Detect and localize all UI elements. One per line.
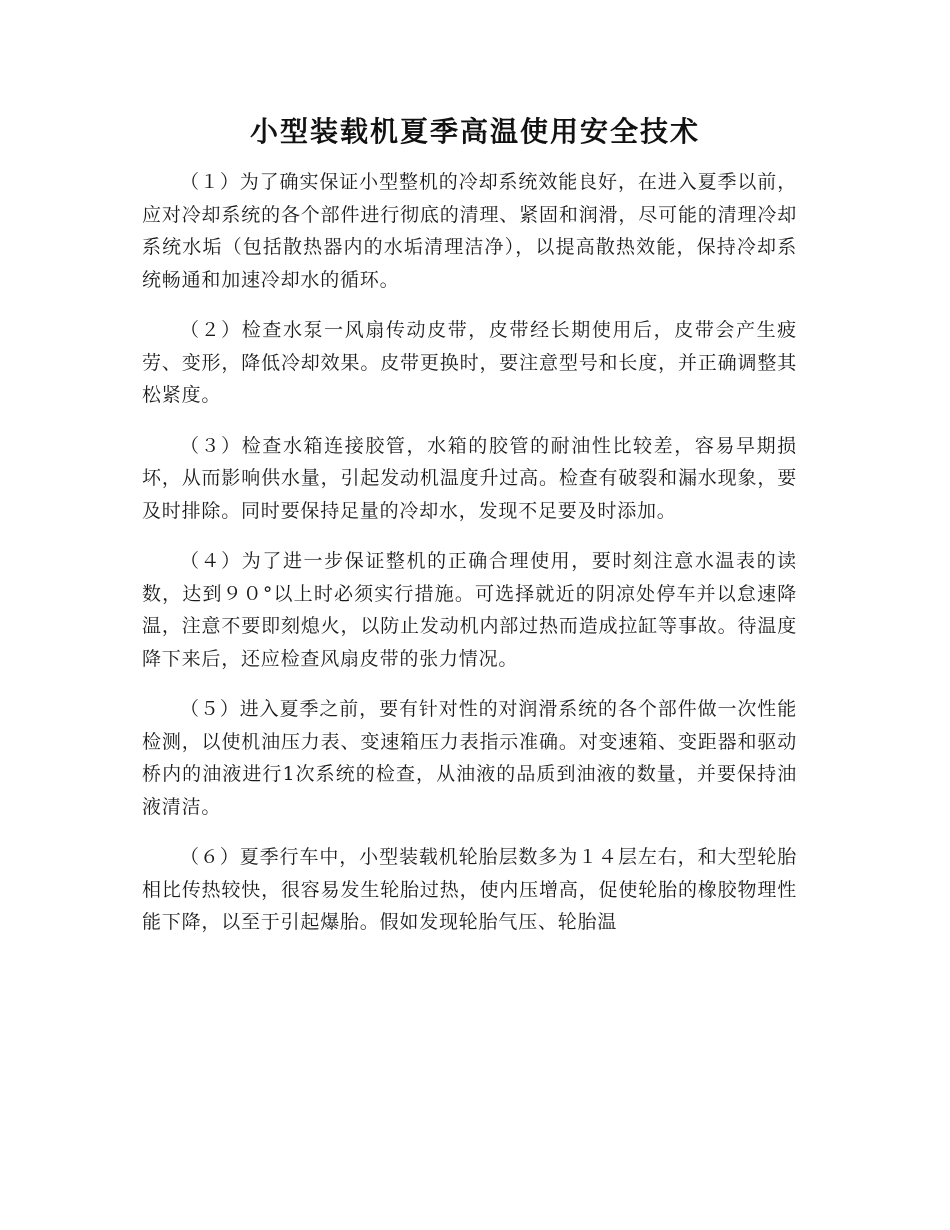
document-title: 小型装载机夏季高温使用安全技术 <box>249 115 700 148</box>
document-body <box>142 166 797 957</box>
paragraph-6: （６）夏季行车中，小型装载机轮胎层数多为１４层左右，和大型轮胎相比传热较快，很容易发生轮胎过热，使内压增高，促使轮胎的橡胶物理性能下降，以至于引起爆胎。假如发现轮胎气压、轮胎温 <box>142 846 797 933</box>
paragraph-2: （２）检查水泵一风扇传动皮带，皮带经长期使用后，皮带会产生疲劳、变形，降低冷却效果。皮带更换时，要注意型号和长度，并正确调整其松紧度。 <box>142 319 797 406</box>
paragraph-1: （１）为了确实保证小型整机的冷却系统效能良好，在进入夏季以前，应对冷却系统的各个部件进行彻底的清理、紧固和润滑，尽可能的清理冷却系统水垢（包括散热器内的水垢清理洁净），以提高散热效能，保持冷却系统畅通和加速冷却水的循环。 <box>142 171 797 291</box>
paragraph-4: （４）为了进一步保证整机的正确合理使用，要时刻注意水温表的读数，达到９０°以上时必须实行措施。可选择就近的阴凉处停车并以怠速降温，注意不要即刻熄火，以防止发动机内部过热而造成拉缸等事故。待温度降下来后，还应检查风扇皮带的张力情况。 <box>142 550 797 670</box>
paragraph-5: （５）进入夏季之前，要有针对性的对润滑系统的各个部件做一次性能检测，以使机油压力表、变速箱压力表指示准确。对变速箱、变距器和驱动桥内的油液进行1次系统的检查，从油液的品质到油液的数量，并要保持油液清洁。 <box>142 698 797 818</box>
paragraph-3: （３）检查水箱连接胶管，水箱的胶管的耐油性比较差，容易早期损坏，从而影响供水量，引起发动机温度升过高。检查有破裂和漏水现象，要及时排除。同时要保持足量的冷却水，发现不足要及时添加。 <box>142 434 797 522</box>
